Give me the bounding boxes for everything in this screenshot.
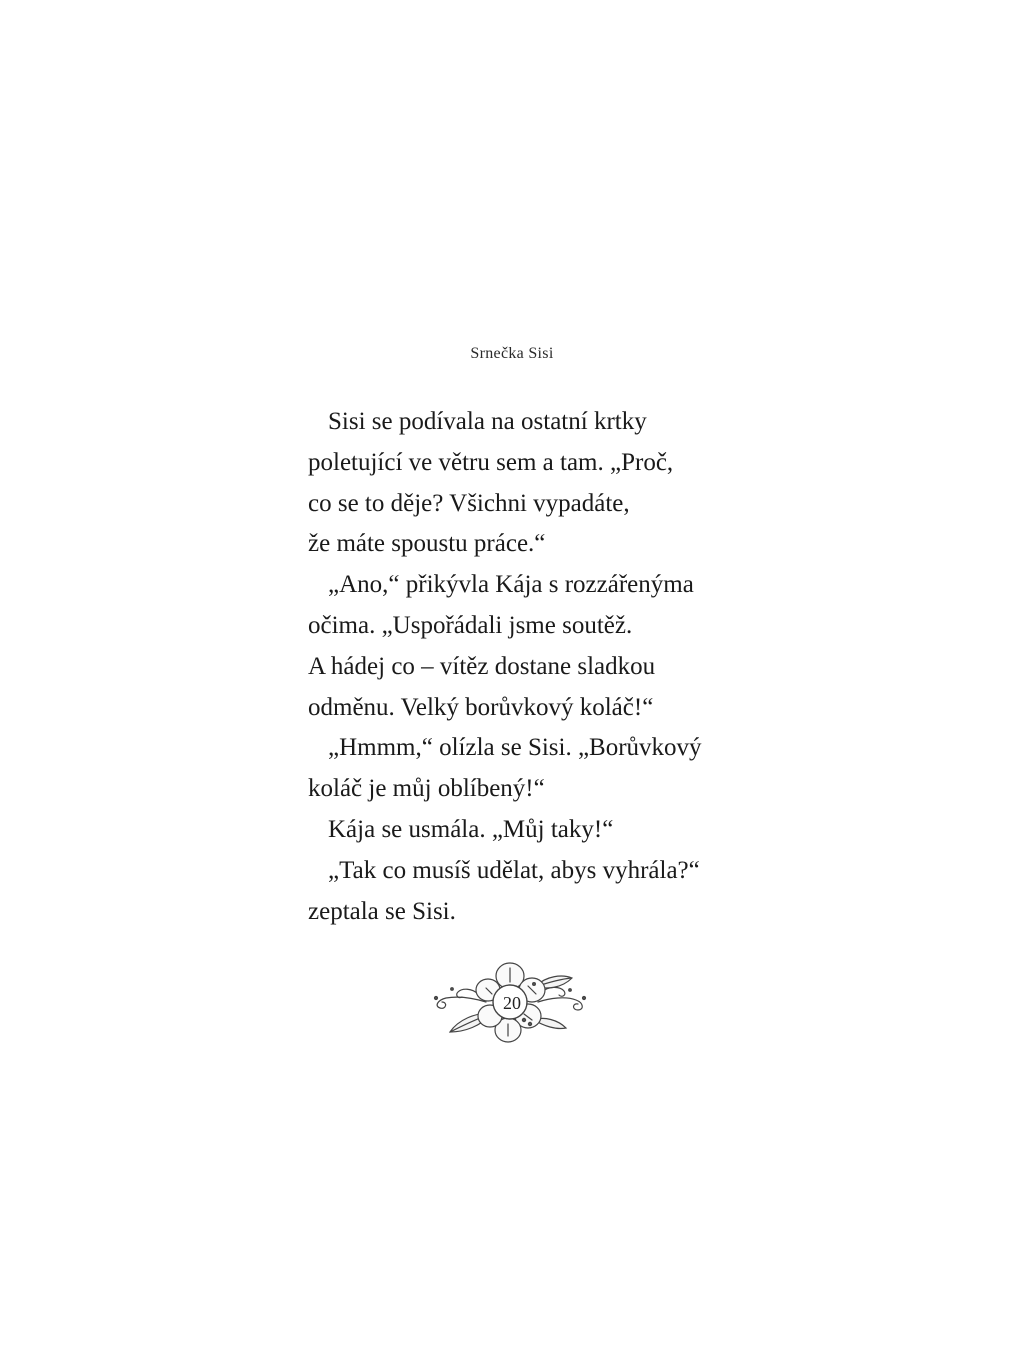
text-line: zeptala se Sisi.	[308, 897, 456, 925]
text-line: že máte spoustu práce.“	[308, 530, 546, 558]
text-line: „Ano,“ přikývla Kája s rozzářenýma	[328, 571, 694, 599]
text-line: odměnu. Velký borůvkový koláč!“	[308, 693, 654, 721]
text-line: poletující ve větru sem a tam. „Proč,	[308, 448, 674, 476]
body-text	[308, 402, 728, 932]
page-number: 20	[503, 993, 521, 1013]
text-line: Kája se usmála. „Můj taky!“	[328, 815, 614, 843]
text-line: „Hmmm,“ olízla se Sisi. „Borůvkový	[328, 734, 702, 762]
text-line: očima. „Uspořádali jsme soutěž.	[308, 611, 633, 639]
text-line: „Tak co musíš udělat, abys vyhrála?“	[328, 856, 700, 884]
running-header: Srnečka Sisi	[470, 345, 554, 362]
text-line: co se to děje? Všichni vypadáte,	[308, 489, 630, 517]
text-line: A hádej co – vítěz dostane sladkou	[308, 652, 656, 680]
text-line: koláč je můj oblíbený!“	[308, 775, 545, 803]
text-line: Sisi se podívala na ostatní krtky	[328, 408, 647, 435]
